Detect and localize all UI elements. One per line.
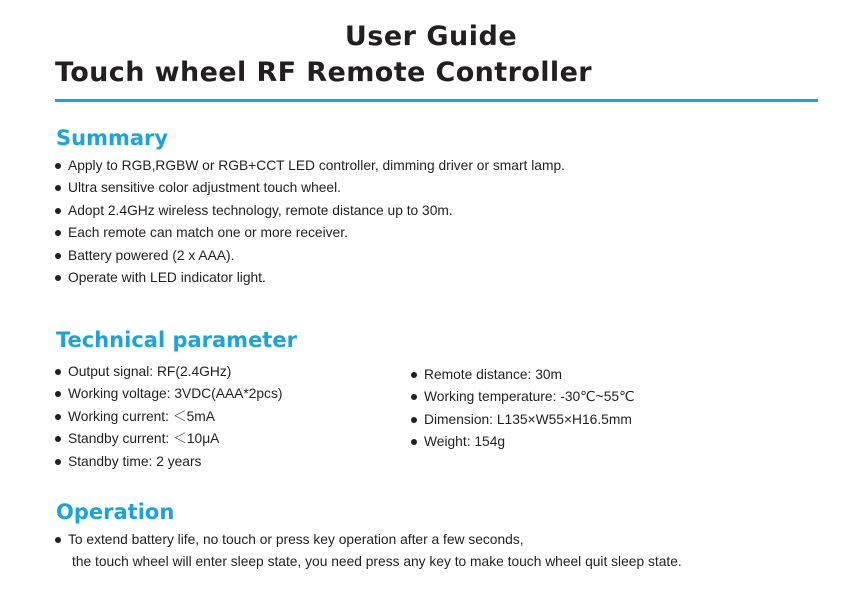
bullet-icon (55, 185, 61, 191)
summary-item-text: Ultra sensitive color adjustment touch wheel. (68, 180, 342, 196)
list-item (411, 431, 635, 453)
technical-item-text: Standby current: ＜10μA (68, 431, 220, 447)
summary-item-text: Adopt 2.4GHz wireless technology, remote distance up to 30m. (68, 202, 453, 218)
technical-item-text: Output signal: RF(2.4GHz) (68, 364, 232, 379)
bullet-icon (55, 369, 61, 375)
operation-text-line-1: To extend battery life, no touch or press key operation after a few seconds, (68, 532, 524, 547)
list-item (55, 451, 282, 473)
list-item (55, 267, 565, 289)
bullet-icon (55, 163, 61, 169)
title-divider (55, 99, 818, 102)
document-subtitle: Touch wheel RF Remote Controller (55, 57, 593, 88)
list-item (55, 200, 565, 222)
list-item (55, 383, 282, 405)
bullet-icon (55, 537, 61, 543)
technical-list-right (411, 364, 635, 454)
bullet-icon (55, 230, 61, 236)
bullet-icon (411, 439, 417, 445)
operation-text-line-2: the touch wheel will enter sleep state, you need press any key to make touch wheel quit sleep state. (72, 554, 682, 569)
bullet-icon (55, 253, 61, 259)
list-item (55, 155, 565, 177)
list-item (55, 406, 282, 428)
list-item (55, 222, 565, 244)
operation-list (55, 529, 524, 551)
bullet-icon (55, 275, 61, 281)
technical-item-text: Dimension: L135×W55×H16.5mm (424, 411, 632, 427)
summary-heading: Summary (56, 126, 169, 150)
technical-item-text: Standby time: 2 years (68, 453, 202, 469)
bullet-icon (55, 414, 61, 420)
list-item (55, 245, 565, 267)
summary-item-text: Apply to RGB,RGBW or RGB+CCT LED controller, dimming driver or smart lamp. (68, 158, 565, 173)
bullet-icon (55, 391, 61, 397)
list-item (55, 177, 565, 199)
list-item (411, 409, 635, 431)
technical-list-left (55, 361, 282, 473)
bullet-icon (55, 459, 61, 465)
summary-item-text: Battery powered (2 x AAA). (68, 247, 235, 263)
technical-heading: Technical parameter (56, 328, 297, 352)
list-item (55, 361, 282, 383)
bullet-icon (411, 372, 417, 378)
technical-item-text: Weight: 154g (424, 434, 506, 450)
list-item (55, 428, 282, 450)
technical-item-text: Remote distance: 30m (424, 367, 563, 382)
list-item (411, 386, 635, 408)
summary-item-text: Each remote can match one or more receiver. (68, 225, 348, 241)
list-item (55, 529, 524, 551)
list-item (411, 364, 635, 386)
technical-item-text: Working voltage: 3VDC(AAA*2pcs) (68, 386, 283, 402)
bullet-icon (55, 208, 61, 214)
bullet-icon (55, 436, 61, 442)
bullet-icon (411, 394, 417, 400)
technical-item-text: Working temperature: -30℃~55℃ (424, 389, 635, 405)
summary-list (55, 155, 565, 289)
document-title: User Guide (344, 21, 518, 52)
bullet-icon (411, 417, 417, 423)
technical-item-text: Working current: ＜5mA (68, 408, 215, 424)
summary-item-text: Operate with LED indicator light. (68, 270, 266, 286)
operation-heading: Operation (56, 500, 175, 524)
